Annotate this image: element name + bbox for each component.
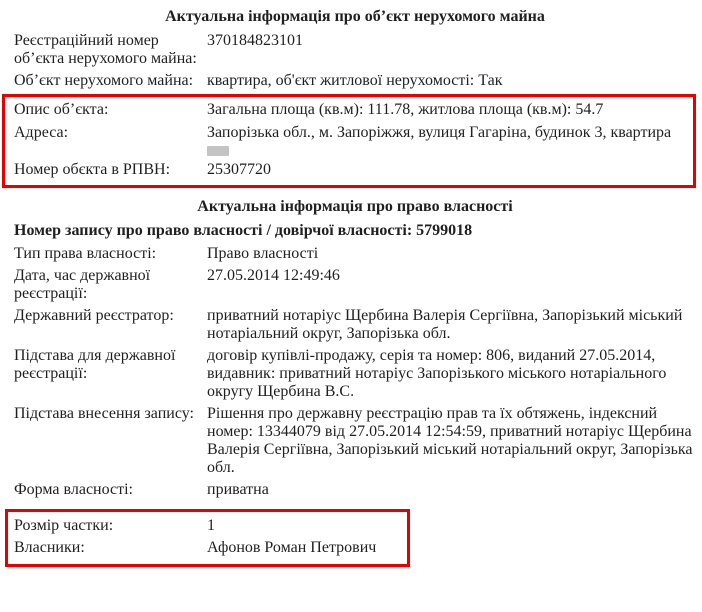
field-value: приватний нотаріус Щербина Валерія Сергіївна, Запорізький міський нотаріальний округ, Запорізька обл. <box>207 307 683 342</box>
field-label: Підстава для державної реєстрації: <box>14 347 176 382</box>
field-row-description <box>14 101 689 119</box>
field-row-registration-number <box>14 32 696 68</box>
field-value: 27.05.2014 12:49:46 <box>207 267 340 284</box>
field-row-address <box>14 124 689 156</box>
field-row-owners <box>14 539 403 557</box>
field-label: Номер обєкта в РПВН: <box>14 161 171 178</box>
field-label: Форма власності: <box>14 481 133 498</box>
field-value: договір купівлі-продажу, серія та номер: 806, виданий 27.05.2014, видавник: приватний нотаріус Запорізького міського нотаріального округу Щербина В.С. <box>207 347 667 400</box>
field-label: Тип права власності: <box>14 245 157 262</box>
field-label: Дата, час державної реєстрації: <box>14 267 151 302</box>
highlight-box-object-details <box>2 94 696 188</box>
field-row-share-size <box>14 517 403 535</box>
field-value: Загальна площа (кв.м): 111.78, житлова площа (кв.м): 54.7 <box>207 101 604 118</box>
address-text: Запорізька обл., м. Запоріжжя, вулиця Гагаріна, будинок 3, квартира <box>207 124 672 141</box>
field-label: Державний реєстратор: <box>14 307 174 324</box>
field-value: Право власності <box>207 245 319 262</box>
field-label: Власники: <box>14 539 85 556</box>
field-row-ownership-type <box>14 245 696 263</box>
field-value: 25307720 <box>207 161 271 178</box>
section-object-title: Актуальна інформація про об’єкт нерухомого майна <box>165 8 545 25</box>
section-ownership-title: Актуальна інформація про право власності <box>197 198 513 215</box>
field-row-object-type <box>14 72 696 90</box>
field-row-state-registrar <box>14 307 696 343</box>
highlight-box-owner <box>5 509 410 567</box>
field-value: 370184823101 <box>207 32 303 49</box>
field-label: Розмір частки: <box>14 517 114 534</box>
field-label: Підстава внесення запису: <box>14 405 194 422</box>
field-value: 1 <box>207 517 215 534</box>
field-value: Афонов Роман Петрович <box>207 539 377 556</box>
field-value: приватна <box>207 481 269 498</box>
field-row-record-basis <box>14 405 696 477</box>
field-row-registration-basis <box>14 347 696 401</box>
field-value: Рішення про державну реєстрацію прав та їх обтяжень, індексний номер: 13344079 від 27.05.2014 12:54:59, приватний нотаріус Щербина Валерія Сергіївна, Запорізький міський нотаріальний округ, Запорізька обл. <box>207 405 693 476</box>
field-label: Опис об’єкта: <box>14 101 109 118</box>
redacted-apartment-number <box>207 146 229 156</box>
field-row-registration-datetime <box>14 267 696 303</box>
field-label: Реєстраційний номер об’єкта нерухомого майна: <box>14 32 197 67</box>
field-label: Об’єкт нерухомого майна: <box>14 72 194 89</box>
field-row-rpvn-number <box>14 161 689 179</box>
field-row-ownership-form <box>14 481 696 499</box>
field-value <box>207 124 689 156</box>
field-label: Адреса: <box>14 124 69 141</box>
field-value: квартира, об'єкт житлової нерухомості: Так <box>207 72 503 89</box>
ownership-record-number-line: Номер запису про право власності / довірчої власності: 5799018 <box>14 222 473 239</box>
